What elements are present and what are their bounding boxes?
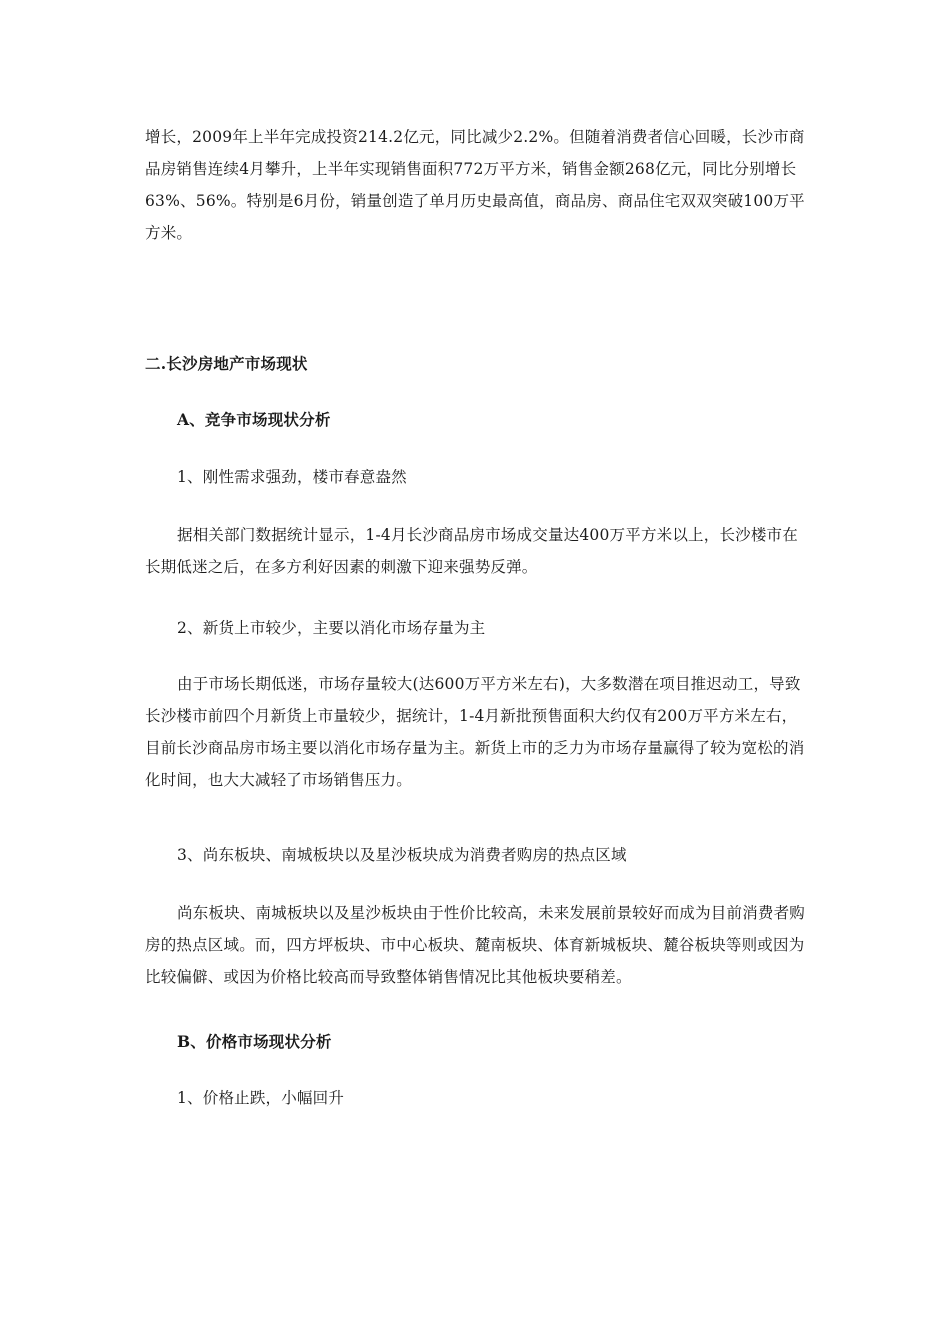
item-a1-body: 据相关部门数据统计显示，1-4月长沙商品房市场成交量达400万平方米以上，长沙楼市在长期低迷之后，在多方利好因素的刺激下迎来强势反弹。 — [145, 526, 798, 576]
item-a3-body: 尚东板块、南城板块以及星沙板块由于性价比较高，未来发展前景较好而成为目前消费者购房的热点区域。而，四方坪板块、市中心板块、麓南板块、体育新城板块、麓谷板块等则或因为比较偏僻、或因为价格比较高而导致整体销售情况比其他板块要稍差。 — [145, 904, 806, 986]
section-title: 二.长沙房地产市场现状 — [145, 354, 308, 373]
subsection-b-title: B、价格市场现状分析 — [177, 1032, 332, 1051]
intro-paragraph: 增长，2009年上半年完成投资214.2亿元，同比减少2.2%。但随着消费者信心回暖，长沙市商品房销售连续4月攀升，上半年实现销售面积772万平方米，销售金额268亿元，同比分别增长 63%、56%。特别是6月份，销量创造了单月历史最高值，商品房、商品住宅双双突破100万平方米。 — [145, 128, 805, 242]
item-a1-title: 1、刚性需求强劲，楼市春意盎然 — [177, 468, 407, 486]
item-a2-title: 2、新货上市较少，主要以消化市场存量为主 — [177, 619, 486, 637]
subsection-a-title: A、竞争市场现状分析 — [177, 410, 331, 429]
item-b1-title: 1、价格止跌，小幅回升 — [177, 1089, 345, 1107]
item-a3-title: 3、尚东板块、南城板块以及星沙板块成为消费者购房的热点区域 — [177, 846, 627, 864]
item-a2-body: 由于市场长期低迷，市场存量较大(达600万平方米左右)，大多数潜在项目推迟动工，导致长沙楼市前四个月新货上市量较少，据统计，1-4月新批预售面积大约仅有200万平方米左右，目前长沙商品房市场主要以消化市场存量为主。新货上市的乏力为市场存量赢得了较为宽松的消化时间，也大大减轻了市场销售压力。 — [145, 675, 805, 789]
